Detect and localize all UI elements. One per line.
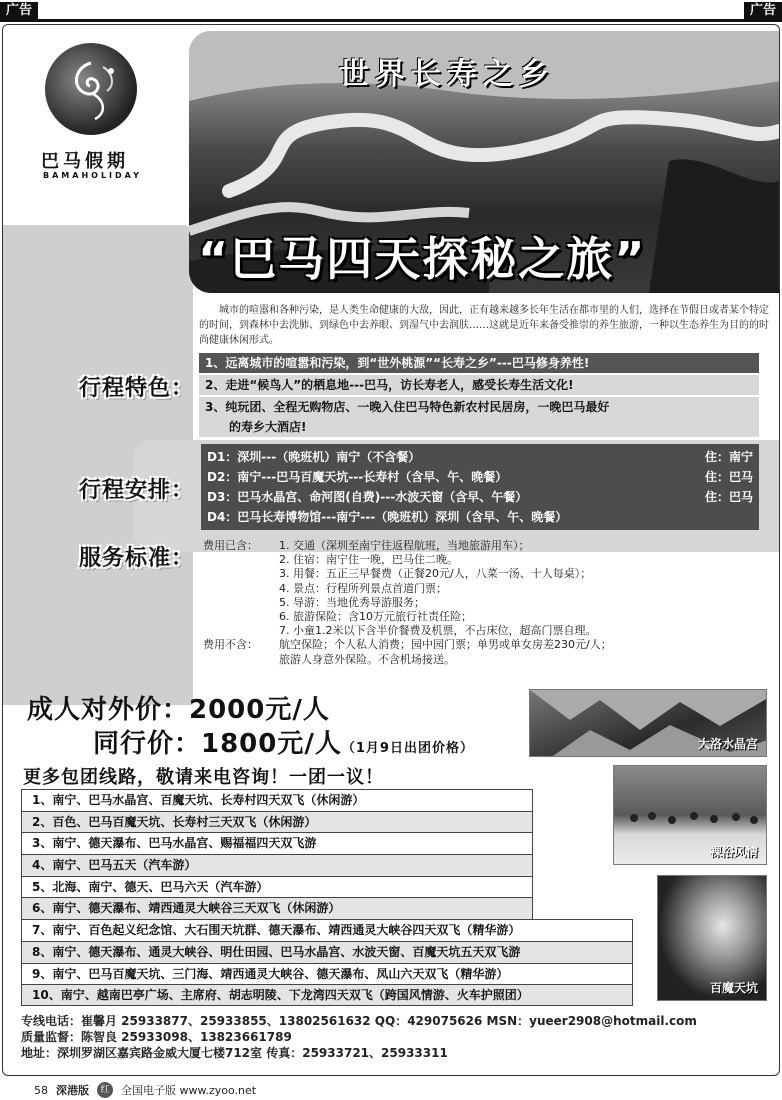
website-link[interactable]: 全国电子版 www.zyoo.net [121, 1084, 257, 1097]
quality-supervisor: 质量监督：陈智良 25933098、13823661789 [21, 1030, 292, 1044]
ad-frame [2, 24, 780, 1076]
routes-list [21, 789, 633, 1006]
ad-tag-right: 广告 [744, 2, 782, 20]
features-list [199, 353, 759, 439]
page-footer [34, 1082, 256, 1098]
brand-name-en: BAMAHOLIDAY [43, 171, 142, 180]
feature-item: 3、纯玩团、全程无购物店、一晚入住巴马特色新农村民居房，一晚巴马最好 [199, 397, 759, 417]
adult-price: 成人对外价：2000元/人 [27, 695, 330, 725]
photo-caption: 百魔天坑 [709, 981, 758, 995]
route-item: 7、南宁、百色起义纪念馆、大石围天坑群、德天瀑布、靖西通灵大峡谷四天双飞（精华游） [21, 919, 633, 941]
edition-label: 深港版 [56, 1084, 89, 1097]
route-item: 9、南宁、巴马百魔天坑、三门海、靖西通灵大峡谷、德天瀑布、凤山六天双飞（精华游） [21, 963, 633, 985]
intro-paragraph: 城市的喧嚣和各种污染，是人类生命健康的大敌，因此，正有越来越多长年生活在都市里的人们，选择在节假日或者某个特定的时间，到森林中去洗肺、到绿色中去养眼、到湿气中去润肤……这就是近年来备受推崇的养生旅游，一种以生态养生为目的的时尚健康休闲形式。 [199, 305, 769, 346]
photo-caption: 裸浴风情 [709, 845, 758, 859]
itinerary-table [201, 444, 759, 530]
route-item: 8、南宁、德天瀑布、通灵大峡谷、明仕田园、巴马水晶宫、水波天窗、百魔天坑五天双飞游 [21, 941, 633, 963]
hero-tagline: 世界长寿之乡 [339, 57, 555, 92]
swirl-logo-icon [45, 43, 137, 135]
feature-item: 1、远离城市的喧嚣和污染，到“世外桃源”“长寿之乡”---巴马修身养性! [199, 353, 759, 373]
page-number: 58 [34, 1083, 48, 1097]
feature-item: 的寿乡大酒店! [199, 417, 759, 437]
photo-caption: 大洛水晶宫 [697, 737, 758, 751]
itinerary-day: D2：南宁---巴马百魔天坑---长寿村（含早、午、晚餐） 住：巴马 [207, 470, 753, 484]
route-item: 5、北海、南宁、德天、巴马六天（汽车游） [21, 876, 533, 898]
route-item: 4、南宁、巴马五天（汽车游） [21, 854, 533, 876]
service-label: 服务标准： [79, 546, 195, 571]
excluded-list: 航空保险；个人私人消费；园中园门票；单男或单女房差230元/人； 旅游人身意外保险。不含机场接送。 [279, 638, 612, 666]
more-routes-title: 更多包团线路，敬请来电咨询！一团一议！ [23, 767, 384, 788]
features-label: 行程特色： [79, 376, 195, 401]
photo-bathing [613, 765, 767, 865]
itinerary-day: D1：深圳---（晚班机）南宁（不含餐） 住：南宁 [207, 450, 753, 464]
top-rule [0, 19, 782, 22]
route-item: 2、百色、巴马百魔天坑、长寿村三天双飞（休闲游） [21, 811, 533, 833]
itinerary-day: D3：巴马水晶宫、命河图(自费)---水波天窗（含早、午餐） 住：巴马 [207, 490, 753, 504]
peer-price: 同行价：1800元/人（1月9日出团价格） [93, 729, 474, 759]
excluded-key: 费用不含： [203, 638, 258, 652]
main-title: “巴马四天探秘之旅” [198, 232, 647, 286]
brand-name-cn: 巴马假期 [41, 151, 129, 172]
address: 地址：深圳罗湖区嘉宾路金威大厦七楼712室 传真：25933721、25933311 [21, 1046, 448, 1060]
route-item: 10、南宁、越南巴亭广场、主席府、胡志明陵、下龙湾四天双飞（跨国风情游、火车护照团） [21, 984, 633, 1006]
logo-panel [3, 25, 193, 225]
itinerary-label: 行程安排： [79, 478, 195, 503]
photo-crystal-palace [529, 689, 767, 757]
route-item: 1、南宁、巴马水晶宫、百魔天坑、长寿村四天双飞（休闲游） [21, 789, 533, 811]
itinerary-day: D4：巴马长寿博物馆---南宁---（晚班机）深圳（含早、午、晚餐） [207, 510, 568, 524]
photo-sinkhole [657, 875, 767, 1001]
route-item: 3、南宁、德天瀑布、巴马水晶宫、赐福福四天双飞游 [21, 832, 533, 854]
included-list: 1. 交通（深圳至南宁往返程航班，当地旅游用车）； 2. 住宿：南宁住一晚，巴马住二晚。 3. 用餐：五正三早餐费（正餐20元/人，八菜一汤、十人每桌）； 4. 景点：行程所列景点首道门票； 5. 导游：当地优秀导游服务； 6. 旅游保险：含10万元旅行社责任险； 7. 小童1.2米以下含半价餐费及机票，不占床位，超高门票自理。 [279, 539, 597, 638]
included-key: 费用已含： [203, 539, 258, 552]
price-date-note: （1月9日出团价格） [341, 741, 474, 756]
route-item: 6、南宁、德天瀑布、靖西通灵大峡谷三天双飞（休闲游） [21, 897, 533, 919]
service-standards [203, 539, 763, 667]
edition-badge-icon: 红 [97, 1082, 113, 1098]
hotline: 专线电话：崔馨月 25933877、25933855、13802561632 QQ：429075626 MSN：yueer2908@hotmail.com [21, 1014, 697, 1028]
ad-tag-left: 广告 [0, 2, 38, 20]
contact-info [21, 1013, 771, 1061]
feature-item: 2、走进“候鸟人”的栖息地---巴马，访长寿老人，感受长寿生活文化! [199, 375, 759, 395]
